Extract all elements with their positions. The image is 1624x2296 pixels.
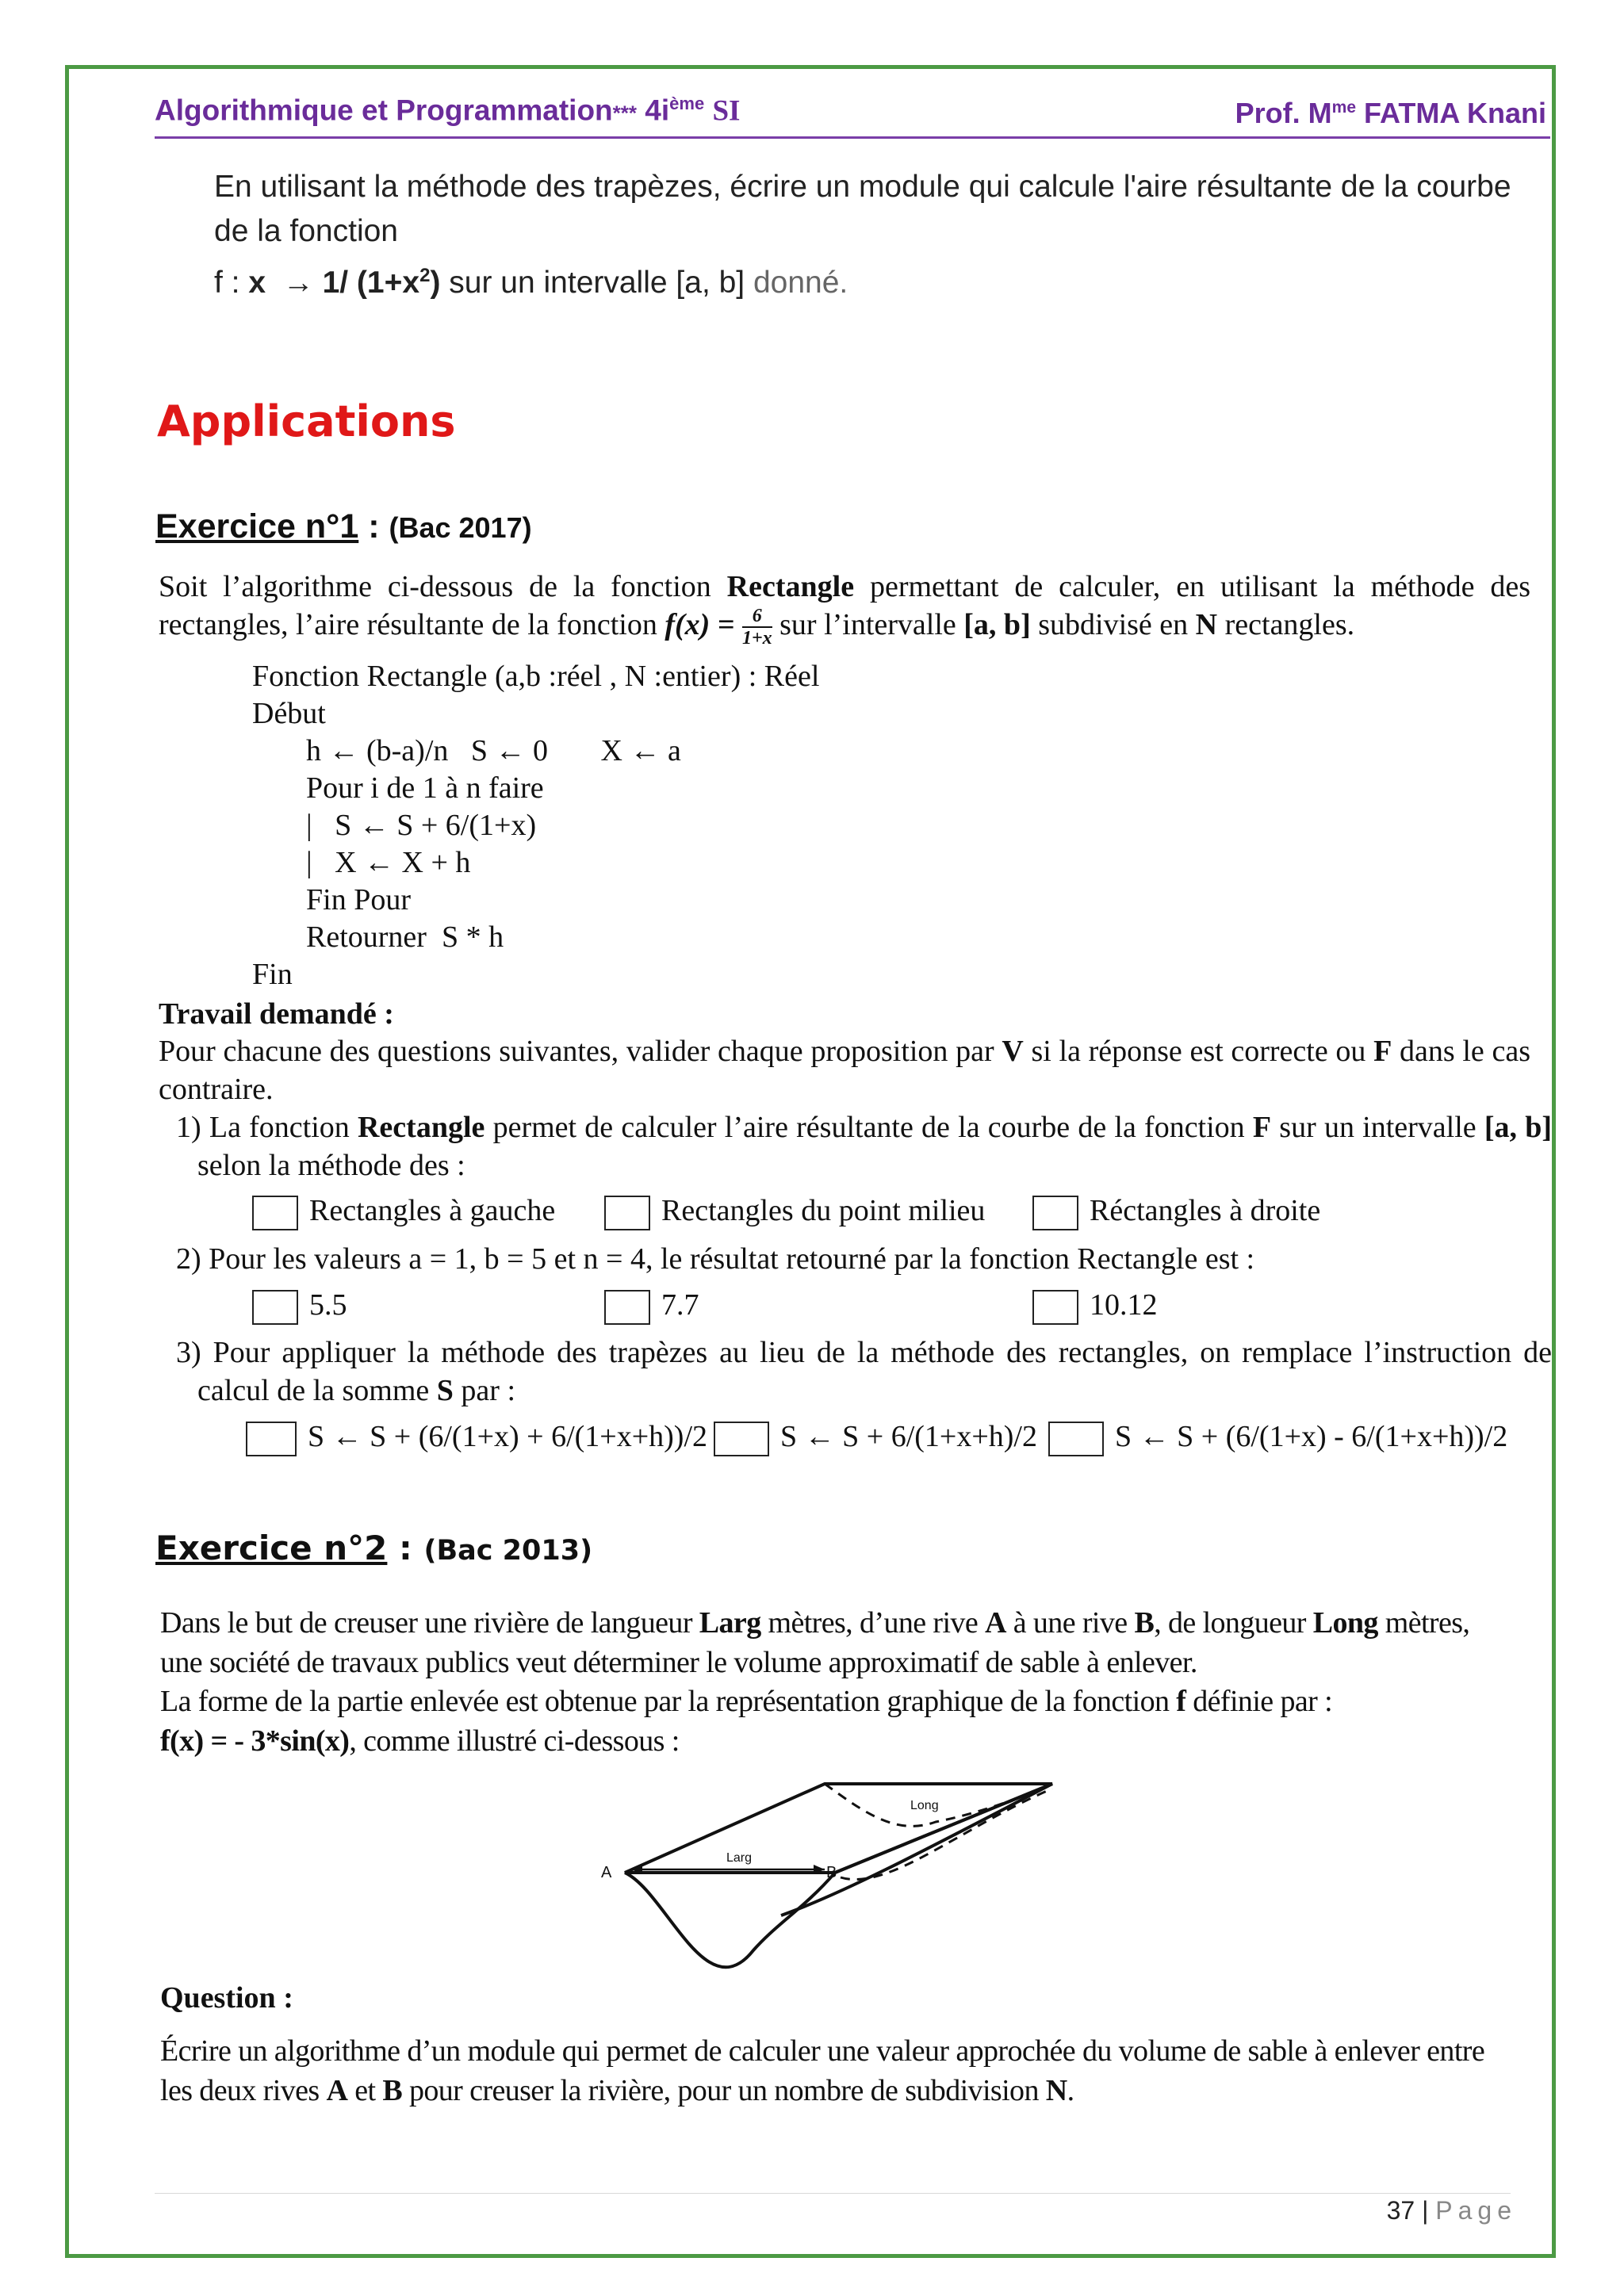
river-bed-curve — [625, 1873, 835, 1967]
algorithm-line: Fin Pour — [306, 883, 411, 916]
applications-heading: Applications — [157, 396, 456, 446]
exercise-2-statement: Dans le but de creuser une rivière de langueur Larg mètres, d’une rive A à une rive B, de longueur Long mètres, une société de travaux publics veut déterminer le volume approximatif de sable à enlever. — [160, 1606, 1470, 1679]
question-title: Question : — [160, 1981, 293, 2015]
question-3: 3) Pour appliquer la méthode des trapèzes au lieu de la méthode des rectangles, on remplace l’instruction de calcul de la somme S par : — [176, 1336, 1552, 1407]
algorithm-line: Fin — [252, 958, 293, 991]
intro-paragraph — [214, 165, 1515, 305]
header-course-title: Algorithmique et Programmation*** $4i^{ème}$ SI — [155, 94, 741, 128]
answer-checkbox[interactable] — [252, 1290, 298, 1325]
algorithm-line: | X ← X + h — [306, 846, 471, 879]
question-text: Écrire un algorithme d’un module qui permet de calculer une valeur approchée du volume de sable à enlever entre les deux rives A et B pour creuser la rivière, pour un nombre de subdivision N. — [160, 2034, 1485, 2107]
point-b-label: B — [826, 1864, 837, 1881]
larg-label: Larg — [726, 1851, 753, 1865]
answer-checkbox[interactable] — [246, 1422, 297, 1456]
answer-checkbox[interactable] — [714, 1422, 769, 1456]
exercise-2-function-def: La forme de la partie enlevée est obtenue par la représentation graphique de la fonction f définie par : — [160, 1685, 1333, 1718]
answer-checkbox[interactable] — [252, 1196, 298, 1230]
river-cross-section-figure — [587, 1773, 1063, 1995]
q2-option[interactable]: 7.7 — [604, 1286, 699, 1325]
answer-checkbox[interactable] — [1032, 1290, 1078, 1325]
header-teacher: Prof. $M^{me}$ FATMA Knani — [1235, 97, 1546, 129]
algorithm-line: Pour i de 1 à n faire — [306, 771, 544, 805]
exercise-2-formula: f(x) = - 3*sin(x), comme illustré ci-dessous : — [160, 1724, 680, 1758]
answer-checkbox[interactable] — [1032, 1196, 1078, 1230]
q3-option[interactable]: S ← S + 6/(1+x+h)/2 — [714, 1418, 1037, 1456]
river-edge-line — [835, 1784, 1052, 1873]
q3-option[interactable]: S ← S + (6/(1+x) - 6/(1+x+h))/2 — [1048, 1418, 1507, 1456]
long-label: Long — [910, 1799, 939, 1812]
point-a-label: A — [601, 1864, 612, 1881]
exercise-1-statement: Soit l’algorithme ci-dessous de la fonction Rectangle permettant de calculer, en utilisant la méthode des rectangles, l’aire résultante de la fonction f(x) = $\frac{6}{1+x}$ sur l’intervalle [a, b] subdivisé en N rectangles. — [159, 570, 1531, 649]
algorithm-line: h ← (b-a)/n S ← 0 X ← a — [306, 734, 681, 767]
algorithm-line: | S ← S + 6/(1+x) — [306, 809, 537, 842]
river-top-plane — [625, 1784, 1052, 1873]
answer-checkbox[interactable] — [604, 1290, 650, 1325]
question-1: 1) La fonction Rectangle permet de calculer l’aire résultante de la courbe de la fonction F sur un intervalle [a, b] selon la méthode des : — [176, 1111, 1553, 1182]
algorithm-line: Fonction Rectangle (a,b :réel , N :entier) : Réel — [252, 660, 820, 693]
exercise-1-title: Exercice n°1 : (Bac 2017) — [155, 507, 532, 545]
intro-function: f : x → 1/ $(1+x^2)$ sur un intervalle [a, b] donné. — [214, 265, 848, 300]
header-divider — [155, 136, 1550, 139]
answer-checkbox[interactable] — [604, 1196, 650, 1230]
work-instructions: Pour chacune des questions suivantes, valider chaque proposition par V si la réponse est correcte ou F dans le cas contraire. — [159, 1035, 1530, 1106]
q2-option[interactable]: 10.12 — [1032, 1286, 1158, 1325]
q2-option[interactable]: 5.5 — [252, 1286, 347, 1325]
footer-divider — [155, 2193, 1511, 2194]
algorithm-line: Retourner S * h — [306, 920, 504, 954]
q1-option[interactable]: Rectangles à gauche — [252, 1192, 555, 1230]
algorithm-line: Début — [252, 697, 326, 730]
river-hidden-edge — [841, 1789, 1052, 1880]
intro-text: En utilisant la méthode des trapèzes, écrire un module qui calcule l'aire résultante de la courbe de la fonction — [214, 170, 1511, 248]
q1-option[interactable]: Rectangles du point milieu — [604, 1192, 985, 1230]
fraction: $\frac{6}{1+x}$ — [741, 606, 772, 649]
q3-option[interactable]: S ← S + (6/(1+x) + 6/(1+x+h))/2 — [246, 1418, 707, 1456]
work-title: Travail demandé : — [159, 997, 394, 1031]
question-2: 2) Pour les valeurs a = 1, b = 5 et n = 4, le résultat retourné par la fonction Rectangle est : — [176, 1242, 1255, 1276]
page-footer: 37 | Page — [1386, 2196, 1517, 2225]
exercise-2-title: Exercice n°2 : (Bac 2013) — [155, 1529, 593, 1567]
q1-option[interactable]: Réctangles à droite — [1032, 1192, 1320, 1230]
answer-checkbox[interactable] — [1048, 1422, 1104, 1456]
